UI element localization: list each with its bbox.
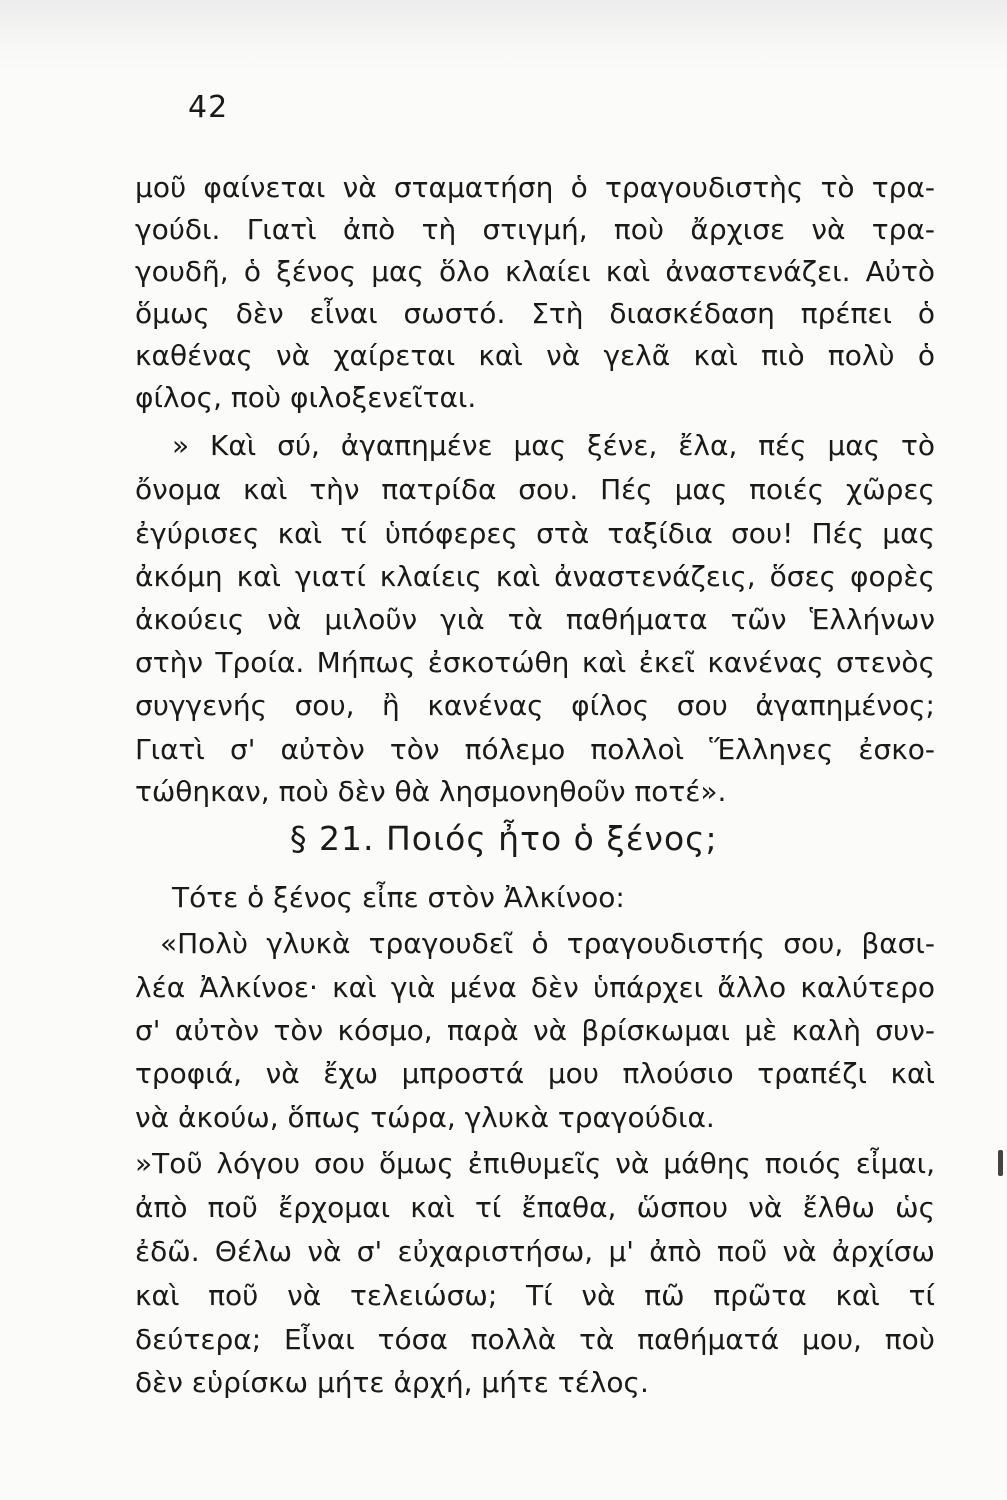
text-line: γούδι. Γιατὶ ἀπὸ τὴ στιγμή, ποὺ ἄρχισε νὰ τρα- [135, 213, 935, 246]
text-line: τώθηκαν, ποὺ δὲν θὰ λησμονηθοῦν ποτέ». [135, 775, 727, 808]
text-line: δεύτερα; Εἶναι τόσα πολλὰ τὰ παθήματά μου, ποὺ [135, 1323, 935, 1356]
text-line: ὅμως δὲν εἶναι σωστό. Στὴ διασκέδαση πρέπει ὁ [135, 297, 935, 330]
text-line: συγγενής σου, ἢ κανένας φίλος σου ἀγαπημένος; [135, 689, 935, 722]
text-line: Γιατὶ σ' αὐτὸν τὸν πόλεμο πολλοὶ Ἕλληνες ἐσκο- [135, 733, 935, 766]
text-line: ἀπὸ ποῦ ἔρχομαι καὶ τί ἔπαθα, ὥσπου νὰ ἔλθω ὡς [135, 1191, 935, 1224]
page-number: 42 [188, 90, 229, 125]
text-line: ἐγύρισες καὶ τί ὑπόφερες στὰ ταξίδια σου! Πές μας [135, 517, 935, 550]
text-line: ἐδῶ. Θέλω νὰ σ' εὐχαριστήσω, μ' ἀπὸ ποῦ νὰ ἀρχίσω [135, 1235, 935, 1268]
text-line: γουδῆ, ὁ ξένος μας ὅλο κλαίει καὶ ἀναστενάζει. Αὐτὸ [135, 255, 935, 288]
text-line: λέα Ἀλκίνοε· καὶ γιὰ μένα δὲν ὑπάρχει ἄλλο καλύτερο [135, 971, 935, 1004]
text-line: ἀκόμη καὶ γιατί κλαίεις καὶ ἀναστενάζεις, ὅσες φορὲς [135, 560, 935, 593]
text-line: «Πολὺ γλυκὰ τραγουδεῖ ὁ τραγουδιστής σου, βασι- [160, 927, 935, 960]
text-line: τροφιά, νὰ ἔχω μπροστά μου πλούσιο τραπέζι καὶ [135, 1057, 935, 1090]
text-line: δὲν εὑρίσκω μήτε ἀρχή, μήτε τέλος. [135, 1366, 649, 1399]
text-line: καθένας νὰ χαίρεται καὶ νὰ γελᾶ καὶ πιὸ πολὺ ὁ [135, 339, 935, 372]
text-line: στὴν Τροία. Μήπως ἐσκοτώθη καὶ ἐκεῖ κανένας στενὸς [135, 646, 935, 679]
scan-shadow [0, 0, 1007, 70]
text-line: ὄνομα καὶ τὴν πατρίδα σου. Πές μας ποιές χῶρες [135, 473, 935, 506]
text-line: μοῦ φαίνεται νὰ σταματήση ὁ τραγουδιστὴς τὸ τρα- [135, 171, 935, 204]
text-line: Τότε ὁ ξένος εἶπε στὸν Ἀλκίνοο: [172, 881, 625, 914]
text-line: ἀκούεις νὰ μιλοῦν γιὰ τὰ παθήματα τῶν Ἑλλήνων [135, 603, 935, 636]
section-heading: § 21. Ποιός ἦτο ὁ ξένος; [290, 819, 718, 858]
text-line: » Καὶ σύ, ἀγαπημένε μας ξένε, ἔλα, πές μας τὸ [172, 429, 935, 462]
text-line: νὰ ἀκούω, ὅπως τώρα, γλυκὰ τραγούδια. [135, 1101, 715, 1134]
text-line: σ' αὐτὸν τὸν κόσμο, παρὰ νὰ βρίσκωμαι μὲ καλὴ συν- [135, 1014, 935, 1047]
text-line: καὶ ποῦ νὰ τελειώσω; Τί νὰ πῶ πρῶτα καὶ τί [135, 1279, 935, 1312]
scan-edge-mark [998, 1150, 1003, 1176]
text-line: »Τοῦ λόγου σου ὅμως ἐπιθυμεῖς νὰ μάθης ποιός εἶμαι, [135, 1147, 935, 1180]
text-line: φίλος, ποὺ φιλοξενεῖται. [135, 381, 477, 414]
